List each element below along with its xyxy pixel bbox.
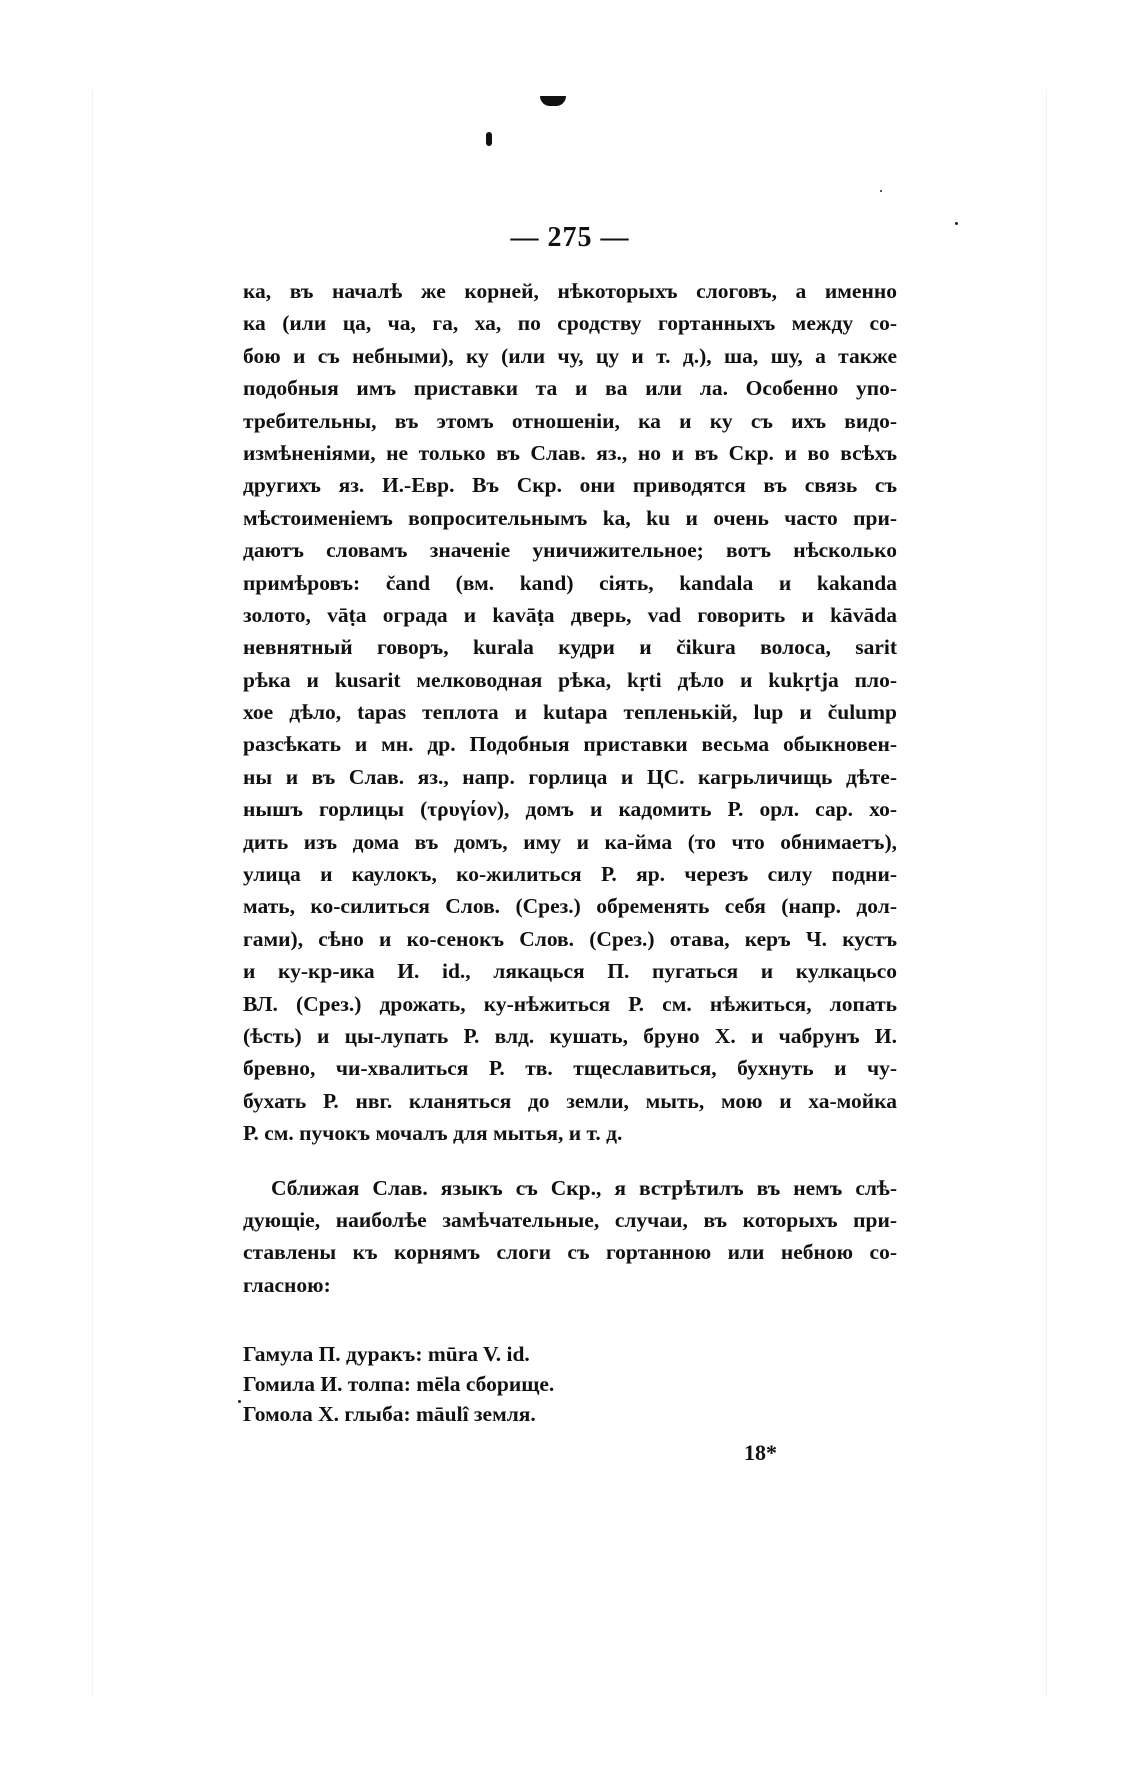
scan-edge-right: [1046, 90, 1047, 1697]
speck: [880, 190, 882, 192]
text-line: дующіе, наиболѣе замѣчательные, случаи, въ которыхъ при-: [243, 1207, 897, 1232]
text-line: измѣненіями, не только въ Слав. яз., но и въ Скр. и во всѣхъ: [243, 440, 897, 465]
text-line: подобныя имъ приставки та и ва или ла. Особенно упо-: [243, 376, 897, 401]
text-line: примѣровъ: čand (вм. kand) сіять, kandala и kakanda: [243, 570, 897, 595]
paragraph-2: [243, 1172, 897, 1302]
paragraph-1: [243, 275, 897, 1150]
entry-item: Гомола Х. глыба: māulî земля.: [243, 1402, 536, 1427]
text-line: требительны, въ этомъ отношеніи, ка и ку съ ихъ видо-: [243, 408, 897, 433]
text-line: гами), сѣно и ко-сенокъ Слов. (Срез.) отава, керъ Ч. кустъ: [243, 926, 897, 951]
text-line: другихъ яз. И.-Евр. Въ Скр. они приводятся въ связь съ: [243, 473, 897, 498]
text-line: ставлены къ корнямъ слоги съ гортанною или небною со-: [243, 1240, 897, 1265]
entry-list: [243, 1339, 897, 1429]
text-line: Сближая Слав. языкъ съ Скр., я встрѣтилъ въ немъ слѣ-: [271, 1175, 897, 1200]
text-line: рѣка и kusarit мелководная рѣка, kṛti дѣло и kukṛtja пло-: [243, 667, 897, 692]
text-line: бухать Р. нвг. кланяться до земли, мыть, мою и ха-мойка: [243, 1088, 897, 1113]
text-line: улица и каулокъ, ко-жилиться Р. яр. черезъ силу подни-: [243, 862, 897, 887]
text-line: ны и въ Слав. яз., напр. горлица и ЦС. кагрьличищь дѣте-: [243, 764, 897, 789]
speck: [238, 1400, 241, 1403]
paragraph-gap: [243, 1150, 897, 1172]
text-line: дить изъ дома въ домъ, иму и ка-йма (то что обнимаетъ),: [243, 829, 897, 854]
text-line: невнятный говоръ, kurala кудри и čikura волоса, sarit: [243, 635, 897, 660]
text-line: даютъ словамъ значеніе уничижительное; вотъ нѣсколько: [243, 538, 897, 563]
ink-mark: [540, 96, 566, 106]
text-line: (ѣсть) и цы-лупать Р. влд. кушать, бруно Х. и чабрунъ И.: [243, 1023, 897, 1048]
scan-edge-left: [92, 90, 93, 1697]
text-line: мѣстоименіемъ вопросительнымъ ka, ku и очень часто при-: [243, 505, 897, 530]
text-line: бою и съ небными), ку (или чу, цу и т. д.), ша, шу, а также: [243, 343, 897, 368]
section-gap: [243, 1301, 897, 1339]
text-line: ка (или ца, ча, га, ха, по сродству гортанныхъ между со-: [243, 311, 897, 336]
printer-signature: 18*: [744, 1440, 777, 1466]
page-number: — 275 —: [510, 222, 630, 253]
text-line: бревно, чи-хвалиться Р. тв. тщеславиться, бухнуть и чу-: [243, 1056, 897, 1081]
text-line: Р. см. пучокъ мочалъ для мытья, и т. д.: [243, 1121, 623, 1146]
signature-row: [243, 1429, 897, 1466]
text-line: нышъ горлицы (τρυγίον), домъ и кадомить Р. орл. сар. хо-: [243, 797, 897, 822]
text-line: мать, ко-силиться Слов. (Срез.) обременять себя (напр. дол-: [243, 894, 897, 919]
text-line: ВЛ. (Срез.) дрожать, ку-нѣжиться Р. см. нѣжиться, лопать: [243, 991, 897, 1016]
ink-dot: [486, 132, 492, 146]
text-line: золото, vāṭa ограда и kavāṭa дверь, vad говорить и kāvāda: [243, 602, 897, 627]
entry-item: Гамула П. дуракъ: mūra V. id.: [243, 1342, 530, 1367]
text-line: гласною:: [243, 1272, 331, 1297]
text-line: хое дѣло, tapas теплота и kutapa тепленькій, lup и čulump: [243, 700, 897, 725]
text-line: ка, въ началѣ же корней, нѣкоторыхъ слоговъ, а именно: [243, 279, 897, 303]
main-text: [243, 275, 897, 1466]
text-line: и ку-кр-ика И. id., лякацься П. пугаться и кулкацьсо: [243, 959, 897, 984]
text-line: разсѣкать и мн. др. Подобныя приставки весьма обыкновен-: [243, 732, 897, 757]
entry-item: Гомила И. толпа: mēla сборище.: [243, 1372, 555, 1397]
